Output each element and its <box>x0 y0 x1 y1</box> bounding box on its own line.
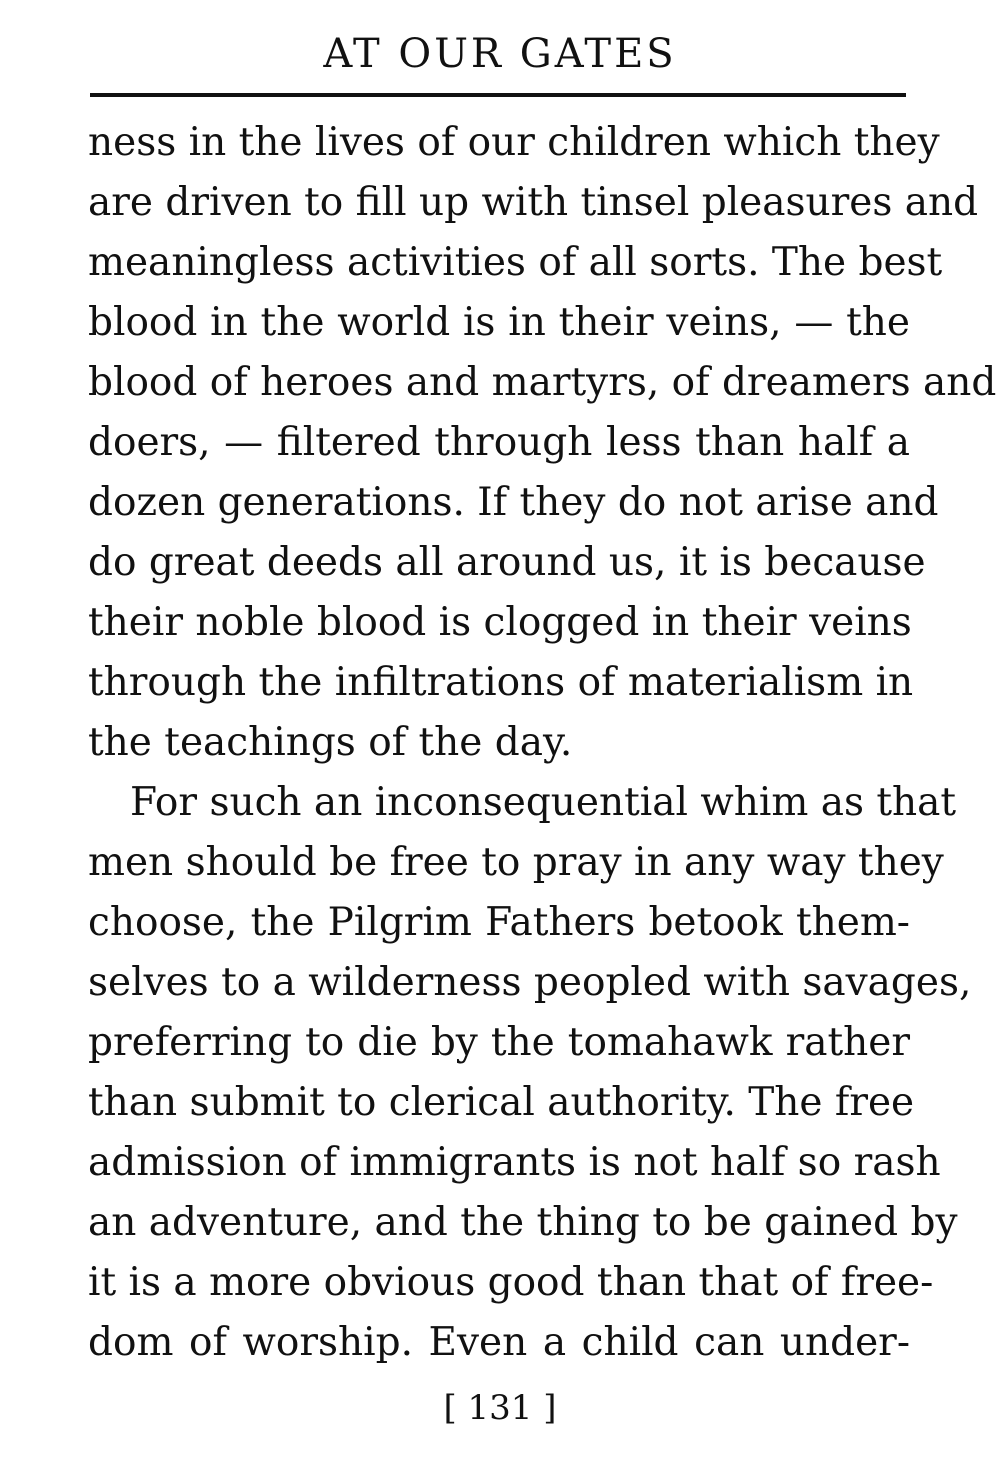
text-line: admission of immigrants is not half so rash <box>88 1140 941 1185</box>
text-line: are driven to fill up with tinsel pleasures and <box>88 180 979 225</box>
text-line: blood of heroes and martyrs, of dreamers and <box>88 360 997 405</box>
text-line: than submit to clerical authority. The free <box>88 1080 915 1125</box>
text-line: doers, — filtered through less than half a <box>88 420 910 465</box>
text-line: ness in the lives of our children which they <box>88 120 940 165</box>
text-line: For such an inconsequential whim as that <box>130 780 957 825</box>
header-rule <box>90 93 906 97</box>
text-line: meaningless activities of all sorts. The best <box>88 240 943 285</box>
text-line: through the infiltrations of materialism in <box>88 660 914 705</box>
text-line: dozen generations. If they do not arise and <box>88 480 939 525</box>
text-line: their noble blood is clogged in their veins <box>88 600 912 645</box>
text-line: it is a more obvious good than that of free- <box>88 1260 934 1305</box>
text-line: dom of worship. Even a child can under- <box>88 1320 910 1365</box>
text-line: selves to a wilderness peopled with savages, <box>88 960 972 1005</box>
body-text <box>88 113 997 1373</box>
running-head: AT OUR GATES <box>323 31 677 77</box>
text-line: blood in the world is in their veins, — the <box>88 300 910 345</box>
paragraph-2 <box>88 773 972 1373</box>
text-line: the teachings of the day. <box>88 720 573 765</box>
text-line: men should be free to pray in any way they <box>88 840 944 885</box>
paragraph-1 <box>88 113 997 773</box>
text-line: an adventure, and the thing to be gained by <box>88 1200 958 1245</box>
page-number: [ 131 ] <box>443 1388 557 1428</box>
text-line: do great deeds all around us, it is because <box>88 540 926 585</box>
text-line: preferring to die by the tomahawk rather <box>88 1020 910 1065</box>
text-line: choose, the Pilgrim Fathers betook them- <box>88 900 910 945</box>
